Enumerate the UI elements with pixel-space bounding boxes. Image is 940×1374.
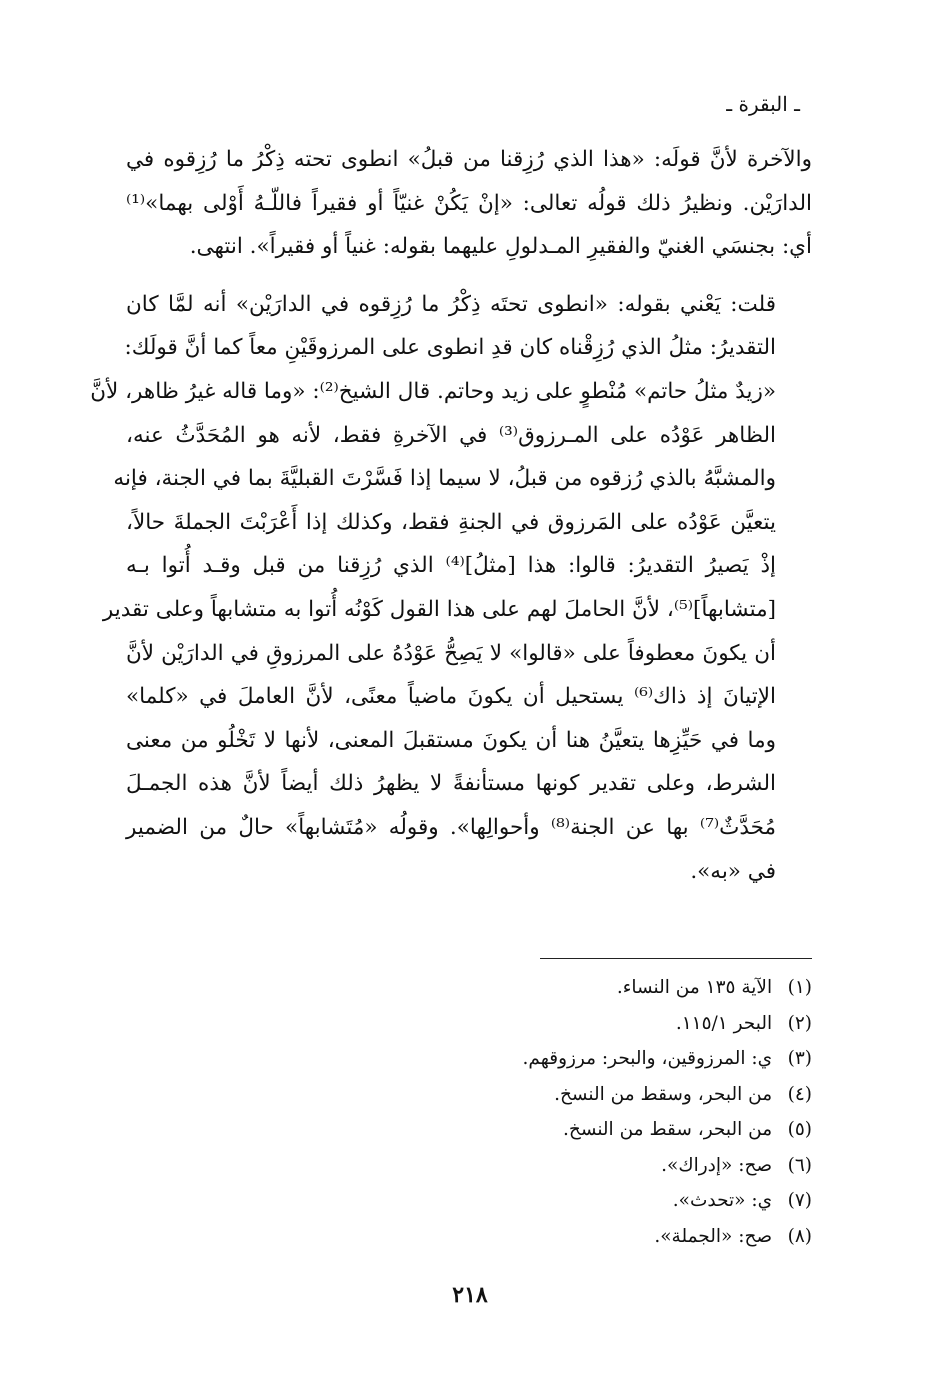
text-line: «زيدٌ مثلُ حاتم» مُنْطوٍ على زيد وحاتم. قال الشيخ⁽²⁾: «وما قاله غيرُ ظاهر، لأنَّ	[90, 378, 776, 404]
text-line: الدارَيْن. ونظيرُ ذلك قولُه تعالى: «إنْ يَكُنْ غنيّاً أو فقيراً فاللّـهُ أَوْلى بهما»⁽¹⁾	[126, 190, 812, 216]
footnote-item	[126, 1148, 812, 1184]
text-line: والمشبَّهُ بالذي رُزقوه من قبلُ، لا سيما إذا فَسَّرْتَ القبليَّةَ بما في الجنة، فإنه	[113, 466, 776, 492]
footnote-text: من البحر، سقط من النسخ.	[563, 1119, 773, 1140]
running-header: ـ البقرة ـ	[726, 92, 800, 116]
footnote-item	[126, 1041, 812, 1077]
footnote-text: من البحر، وسقط من النسخ.	[554, 1083, 773, 1105]
text-line: أن يكونَ معطوفاً على «قالوا» لا يَصِحُّ عَوْدُهُ على المرزوقِ في الدارَيْن لأنَّ	[126, 640, 776, 666]
footnote-number: (٥)	[787, 1119, 812, 1140]
text-line: إذْ يَصيرُ التقديرُ: قالوا: هذا [مثلُ]⁽⁴⁾ الذي رُزِقنا من قبل وقـد أُتوا بـه	[126, 553, 776, 579]
text-line: وما في حَيِّزِها يتعيَّنُ هنا أن يكونَ مستقبلَ المعنى، لأنها لا تَخْلُو من معنى	[126, 727, 776, 753]
text-line: التقديرُ: مثلُ الذي رُزِقْناه كان قدِ انطوى على المرزوقَيْنِ معاً كما أنَّ قولَك:	[124, 335, 776, 361]
footnote-number: (٨)	[787, 1225, 812, 1247]
footnote-number: (٣)	[787, 1048, 812, 1069]
text-line: الظاهر عَوْدُه على المـرزوق⁽³⁾ في الآخرةِ فقط، لأنه هو المُحَدَّثُ عنه،	[126, 422, 776, 448]
footnote-item	[126, 1219, 812, 1255]
footnote-item	[126, 1006, 812, 1042]
main-text	[90, 138, 812, 893]
footnote-text: الآية ١٣٥ من النساء.	[616, 977, 773, 998]
paragraph-2	[90, 283, 812, 893]
footnote-number: (٧)	[787, 1190, 812, 1211]
footnote-text: ي: المرزوقين، والبحر: مرزوقهم.	[522, 1048, 773, 1069]
text-line: مُحَدَّثٌ⁽⁷⁾ بها عن الجنة⁽⁸⁾ وأحوالِها». وقولُه «مُتَشابهاً» حالٌ من الضمير	[126, 814, 777, 840]
footnote-text: البحر ١١٥/١.	[675, 1012, 773, 1034]
footnote-item	[126, 1112, 812, 1148]
text-line: يتعيَّن عَوْدُه على المَرزوق في الجنةِ فقط، وكذلك إذا أَعْرَبْتَ الجملةَ حالاً،	[126, 509, 776, 535]
footnote-number: (٤)	[787, 1083, 812, 1105]
footnote-text: صح: «إدراك».	[661, 1154, 773, 1176]
footnote-item	[126, 1183, 812, 1219]
text-line: أي: بجنسَي الغنيّ والفقيرِ المـدلولِ عليهما بقوله: غنياً أو فقيراً». انتهى.	[189, 234, 812, 260]
footnote-number: (٢)	[787, 1012, 812, 1034]
page-number: ٢١٨	[452, 1282, 488, 1308]
text-line: في «به».	[690, 858, 776, 884]
text-line: الشرط، وعلى تقدير كونها مستأنفةً لا يظهرُ ذلك أيضاً لأنَّ هذه الجمـلَ	[126, 771, 776, 797]
footnotes-list	[126, 970, 812, 1254]
paragraph-1	[126, 138, 812, 269]
footnote-number: (٦)	[787, 1154, 812, 1176]
footnote-text: ي: «تحدث».	[672, 1190, 773, 1211]
text-line: الإتيانَ إذ ذاك⁽⁶⁾ يستحيل أن يكونَ ماضياً معنًى، لأنَّ العاملَ في «كلما»	[126, 684, 776, 710]
text-line: قلت: يَعْني بقوله: «انطوى تحتَه ذِكْرُ ما رُزِقوه في الدارَيْن» أنه لمَّا كان	[126, 291, 776, 317]
footnote-text: صح: «الجملة».	[654, 1225, 773, 1247]
text-line: [متشابهاً]⁽⁵⁾، لأنَّ الحاملَ لهم على هذا القول كَوْنُه أُتوا به متشابهاً وعلى تقدير	[102, 596, 776, 622]
text-line: والآخرة لأنَّ قولَه: «هذا الذي رُزِقنا من قبلُ» انطوى تحته ذِكْرُ ما رُزِقوه في	[126, 147, 812, 172]
footnote-number: (١)	[787, 977, 812, 998]
footnote-separator	[540, 958, 812, 959]
footnote-item	[126, 970, 812, 1006]
footnote-item	[126, 1077, 812, 1113]
